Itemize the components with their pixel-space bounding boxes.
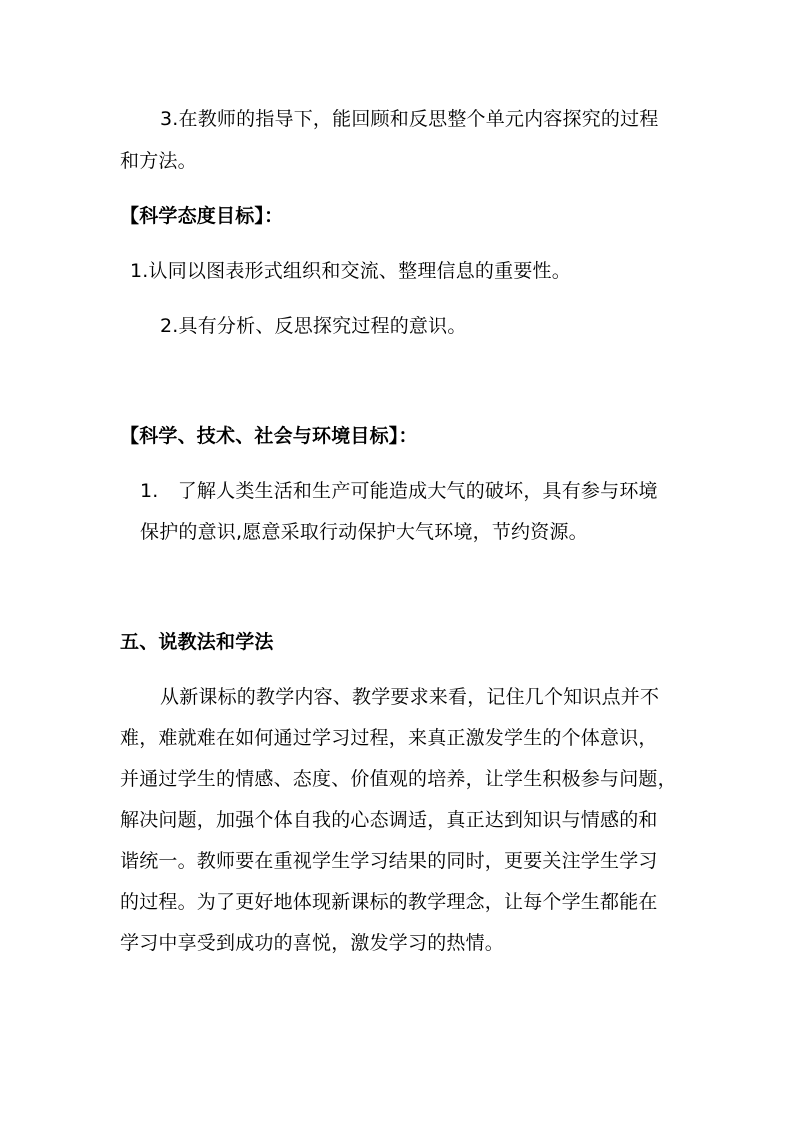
stse-item-1-line-2: 保护的意识,愿意采取行动保护大气环境，节约资源。: [140, 521, 588, 543]
section-five-paragraph-line-3: 并通过学生的情感、态度、价值观的培养，让学生积极参与问题，: [120, 768, 677, 790]
section-five-paragraph-line-1: 从新课标的教学内容、教学要求来看，记住几个知识点并不: [160, 686, 660, 708]
section-five-paragraph-line-4: 解决问题，加强个体自我的心态调适，真正达到知识与情感的和: [120, 809, 658, 831]
section-five-paragraph-line-2: 难，难就难在如何通过学习过程，来真正激发学生的个体意识，: [120, 727, 658, 749]
knowledge-item-3-line-1: 3.在教师的指导下，能回顾和反思整个单元内容探究的过程: [160, 108, 659, 130]
knowledge-item-3-line-2: 和方法。: [120, 150, 197, 172]
section-five-heading: 五、说教法和学法: [120, 631, 274, 653]
stse-heading: 【科学、技术、社会与环境目标】：: [120, 425, 418, 447]
section-five-paragraph-line-5: 谐统一。教师要在重视学生学习结果的同时，更要关注学生学习: [120, 850, 658, 872]
stse-item-1-line-1: 1. 了解人类生活和生产可能造成大气的破坏，具有参与环境: [140, 480, 658, 502]
attitude-item-2: 2.具有分析、反思探究过程的意识。: [160, 315, 467, 337]
section-five-paragraph-line-6: 的过程。为了更好地体现新课标的教学理念，让每个学生都能在: [120, 891, 658, 913]
section-five-paragraph-line-7: 学习中享受到成功的喜悦，激发学习的热情。: [120, 932, 505, 954]
attitude-heading: 【科学态度目标】：: [120, 205, 284, 227]
attitude-item-1: 1.认同以图表形式组织和交流、整理信息的重要性。: [130, 260, 571, 282]
